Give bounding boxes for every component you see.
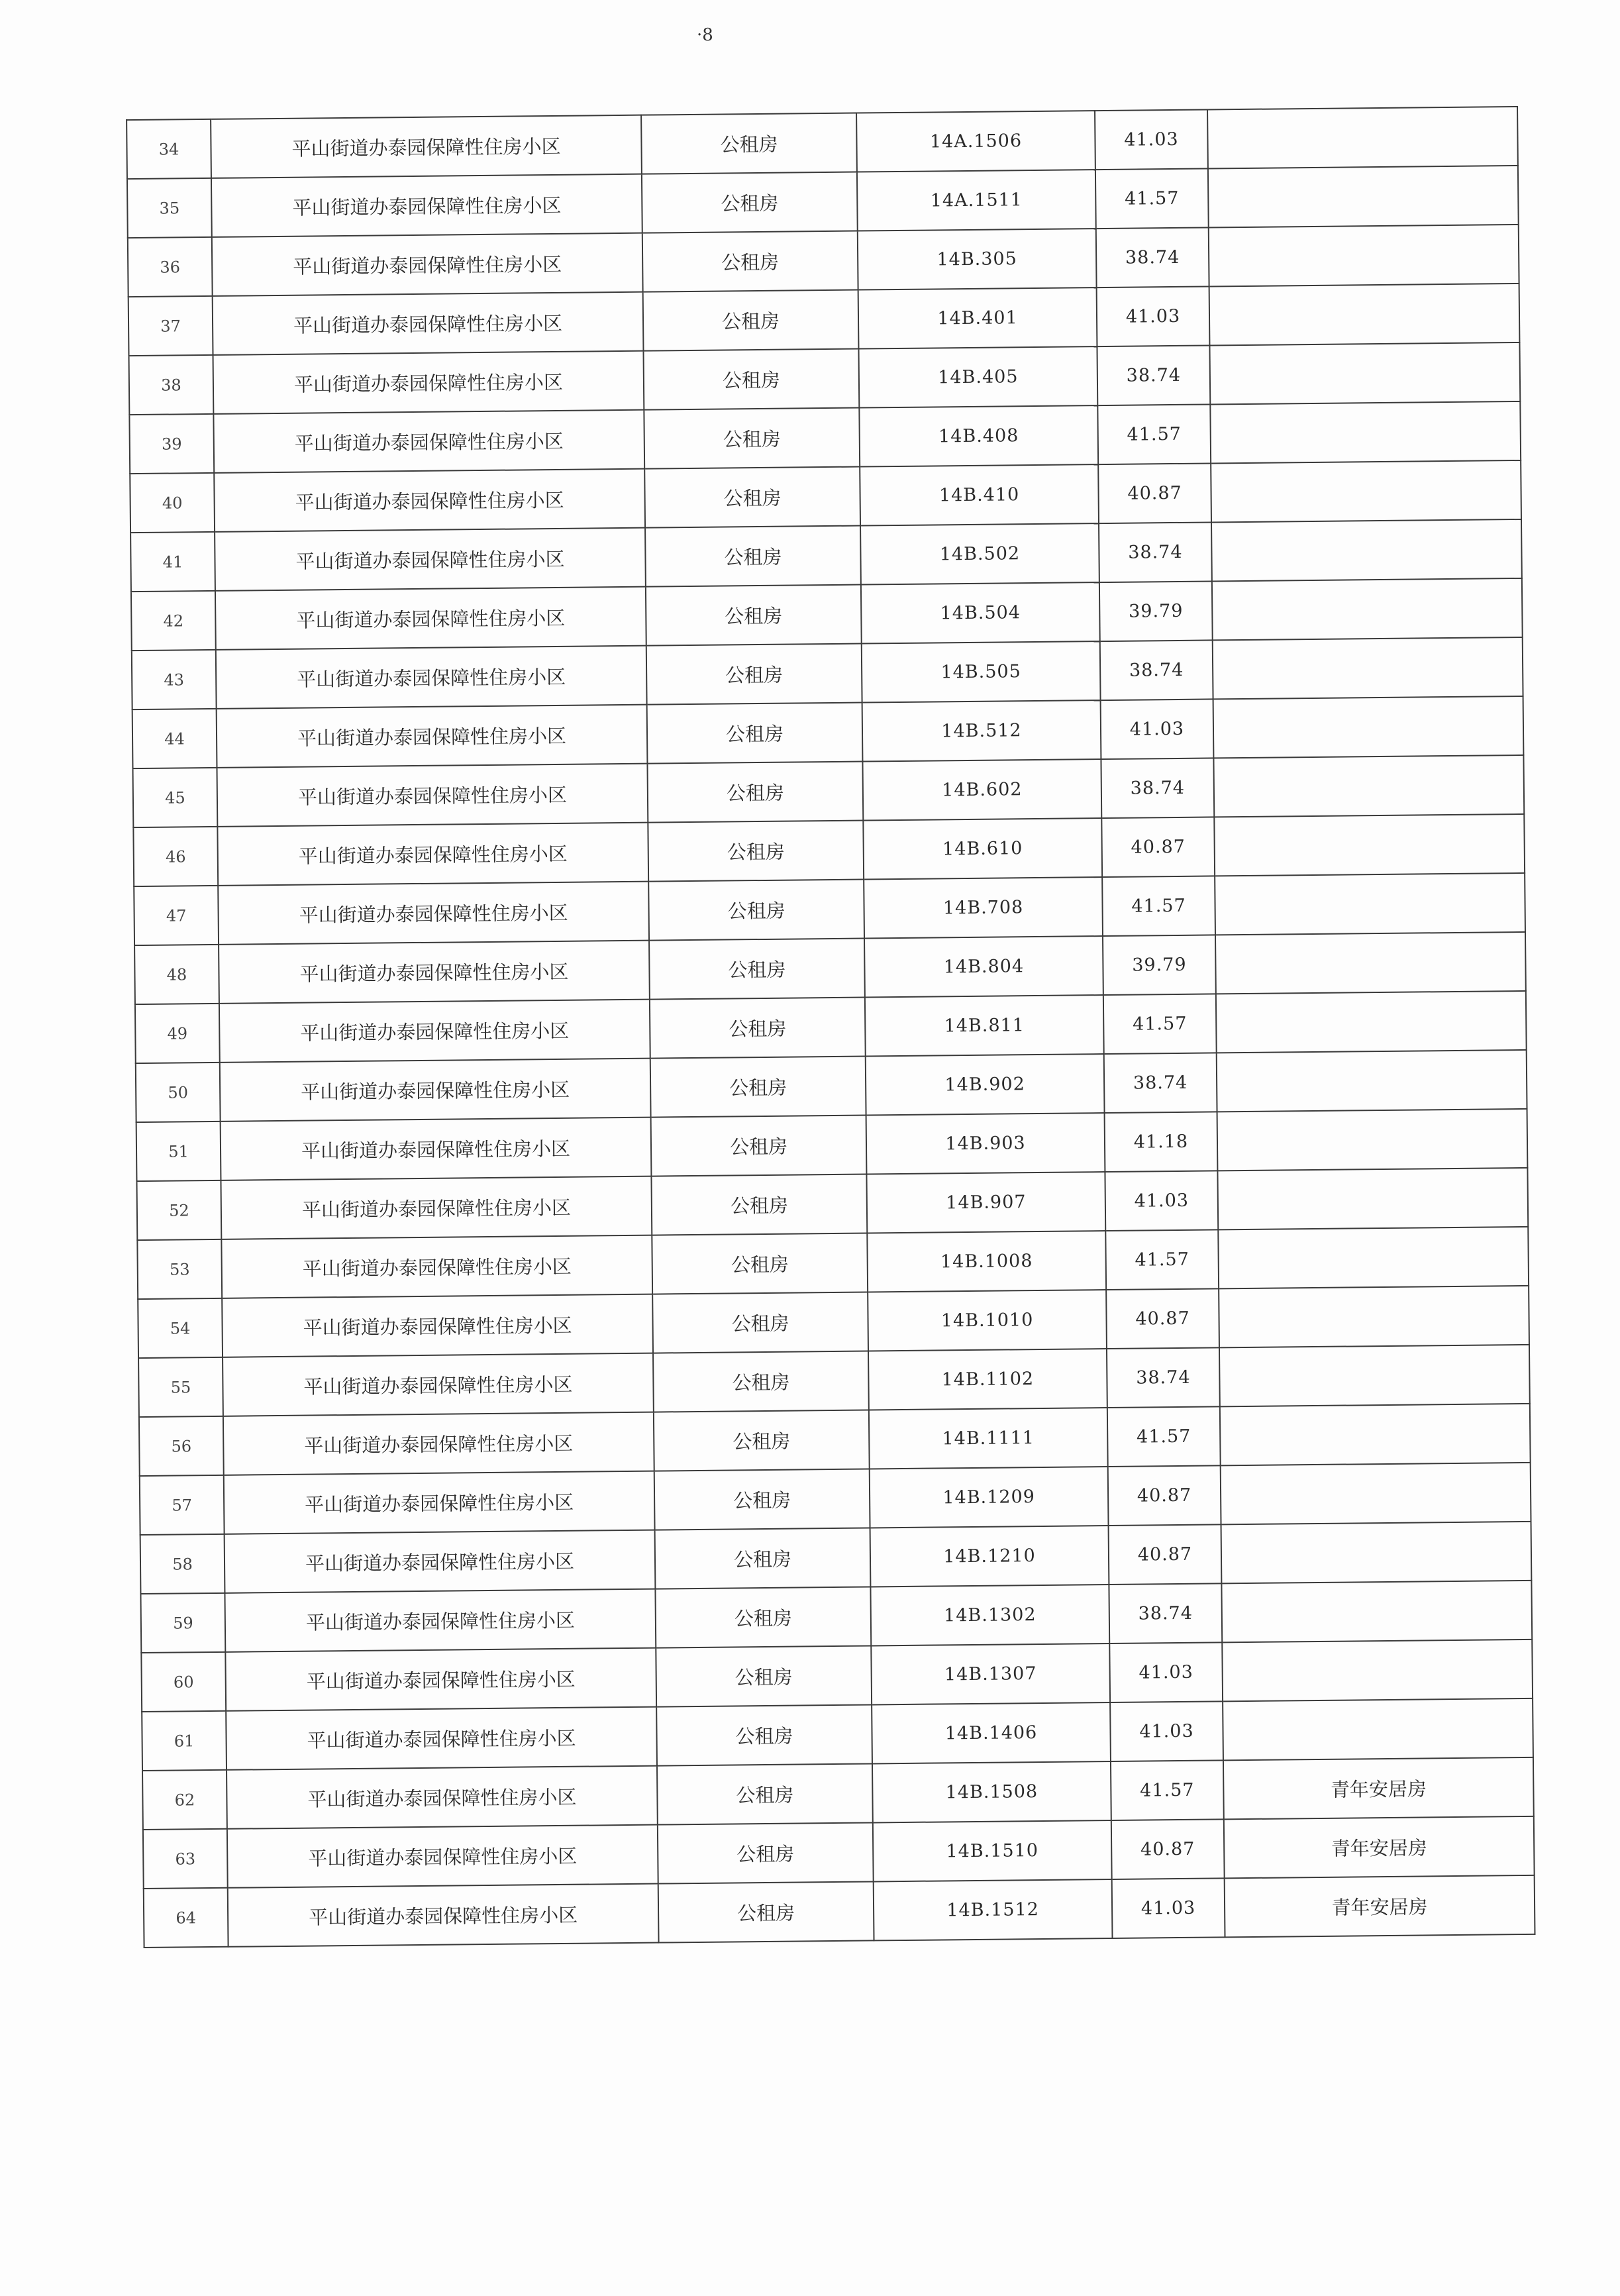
row-number-cell: 56 — [139, 1416, 224, 1476]
floor-area-cell: 41.57 — [1102, 876, 1215, 936]
remark-cell — [1216, 991, 1527, 1053]
community-name-cell: 平山街道办泰园保障性住房小区 — [211, 174, 642, 237]
floor-area-cell: 41.57 — [1105, 1229, 1219, 1290]
unit-number-cell: 14B.610 — [863, 818, 1102, 879]
housing-type-cell: 公租房 — [650, 1057, 866, 1118]
floor-area-cell: 41.03 — [1101, 699, 1214, 759]
unit-number-cell: 14B.811 — [865, 995, 1104, 1056]
unit-number-cell: 14A.1506 — [856, 111, 1095, 172]
floor-area-cell: 41.03 — [1112, 1878, 1225, 1938]
remark-cell — [1210, 401, 1521, 463]
community-name-cell: 平山街道办泰园保障性住房小区 — [211, 115, 642, 178]
remark-cell — [1208, 166, 1519, 227]
community-name-cell: 平山街道办泰园保障性住房小区 — [215, 528, 646, 591]
floor-area-cell: 41.03 — [1109, 1642, 1223, 1702]
housing-type-cell: 公租房 — [657, 1763, 873, 1824]
floor-area-cell: 41.03 — [1097, 286, 1210, 346]
housing-type-cell: 公租房 — [650, 998, 866, 1059]
floor-area-cell: 41.57 — [1097, 404, 1211, 464]
unit-number-cell: 14B.1210 — [870, 1526, 1109, 1587]
remark-cell — [1220, 1404, 1531, 1465]
remark-cell — [1221, 1581, 1532, 1642]
row-number-cell: 47 — [134, 886, 219, 945]
unit-number-cell: 14B.602 — [862, 759, 1101, 820]
remark-cell: 青年安居房 — [1225, 1875, 1535, 1937]
floor-area-cell: 39.79 — [1103, 935, 1216, 995]
floor-area-cell: 40.87 — [1101, 817, 1215, 877]
floor-area-cell: 40.87 — [1109, 1524, 1222, 1585]
community-name-cell: 平山街道办泰园保障性住房小区 — [221, 1235, 652, 1298]
housing-type-cell: 公租房 — [646, 644, 862, 705]
unit-number-cell: 14A.1511 — [857, 170, 1096, 231]
floor-area-cell: 40.87 — [1111, 1819, 1225, 1879]
row-number-cell: 64 — [144, 1888, 228, 1948]
community-name-cell: 平山街道办泰园保障性住房小区 — [217, 705, 648, 768]
housing-type-cell: 公租房 — [649, 939, 865, 1000]
row-number-cell: 54 — [138, 1298, 223, 1358]
remark-cell — [1213, 637, 1523, 699]
housing-type-cell: 公租房 — [644, 467, 860, 528]
floor-area-cell: 41.57 — [1107, 1406, 1221, 1467]
housing-type-cell: 公租房 — [651, 1116, 867, 1176]
row-number-cell: 36 — [128, 237, 213, 297]
unit-number-cell: 14B.505 — [862, 641, 1101, 702]
unit-number-cell: 14B.804 — [864, 936, 1103, 997]
remark-cell — [1222, 1640, 1533, 1701]
community-name-cell: 平山街道办泰园保障性住房小区 — [213, 351, 644, 414]
unit-number-cell: 14B.1307 — [871, 1644, 1110, 1704]
floor-area-cell: 41.57 — [1111, 1760, 1224, 1820]
community-name-cell: 平山街道办泰园保障性住房小区 — [225, 1589, 656, 1652]
housing-table-body — [127, 107, 1535, 1948]
floor-area-cell: 40.87 — [1106, 1288, 1219, 1349]
community-name-cell: 平山街道办泰园保障性住房小区 — [218, 882, 649, 945]
community-name-cell: 平山街道办泰园保障性住房小区 — [228, 1884, 659, 1947]
row-number-cell: 57 — [140, 1475, 225, 1535]
floor-area-cell: 38.74 — [1109, 1583, 1222, 1644]
remark-cell — [1209, 225, 1519, 286]
community-name-cell: 平山街道办泰园保障性住房小区 — [213, 292, 644, 355]
floor-area-cell: 38.74 — [1099, 522, 1212, 582]
remark-cell — [1209, 342, 1520, 404]
housing-type-cell: 公租房 — [641, 113, 857, 174]
row-number-cell: 51 — [136, 1122, 221, 1181]
community-name-cell: 平山街道办泰园保障性住房小区 — [223, 1412, 654, 1475]
floor-area-cell: 41.03 — [1095, 109, 1208, 170]
unit-number-cell: 14B.512 — [862, 700, 1101, 761]
row-number-cell: 43 — [132, 650, 217, 709]
remark-cell — [1207, 107, 1518, 168]
housing-type-cell: 公租房 — [651, 1174, 867, 1235]
unit-number-cell: 14B.410 — [860, 464, 1099, 525]
community-name-cell: 平山街道办泰园保障性住房小区 — [227, 1766, 658, 1829]
unit-number-cell: 14B.502 — [860, 523, 1099, 584]
floor-area-cell: 41.03 — [1110, 1701, 1223, 1761]
housing-type-cell: 公租房 — [655, 1528, 871, 1589]
housing-type-cell: 公租房 — [652, 1292, 868, 1353]
row-number-cell: 53 — [137, 1239, 222, 1299]
unit-number-cell: 14B.1510 — [873, 1820, 1112, 1881]
floor-area-cell: 38.74 — [1101, 758, 1214, 818]
floor-area-cell: 38.74 — [1104, 1053, 1217, 1113]
housing-type-cell: 公租房 — [656, 1704, 872, 1765]
housing-type-cell: 公租房 — [648, 821, 864, 882]
housing-type-cell: 公租房 — [658, 1881, 874, 1942]
housing-table — [126, 106, 1535, 1948]
floor-area-cell: 40.87 — [1108, 1465, 1221, 1526]
row-number-cell: 58 — [140, 1534, 225, 1594]
floor-area-cell: 38.74 — [1097, 345, 1210, 405]
community-name-cell: 平山街道办泰园保障性住房小区 — [224, 1471, 655, 1534]
remark-cell — [1211, 519, 1522, 581]
row-number-cell: 40 — [130, 473, 215, 533]
remark-cell — [1217, 1168, 1528, 1229]
row-number-cell: 48 — [134, 945, 219, 1004]
housing-type-cell: 公租房 — [652, 1233, 868, 1294]
community-name-cell: 平山街道办泰园保障性住房小区 — [225, 1530, 656, 1593]
unit-number-cell: 14B.1508 — [872, 1761, 1111, 1822]
floor-area-cell: 41.57 — [1103, 994, 1217, 1054]
unit-number-cell: 14B.903 — [866, 1113, 1105, 1174]
housing-type-cell: 公租房 — [645, 526, 861, 587]
row-number-cell: 35 — [127, 178, 212, 238]
community-name-cell: 平山街道办泰园保障性住房小区 — [217, 823, 648, 886]
community-name-cell: 平山街道办泰园保障性住房小区 — [220, 1059, 651, 1122]
unit-number-cell: 14B.408 — [859, 405, 1098, 466]
remark-cell — [1223, 1698, 1533, 1760]
remark-cell — [1214, 814, 1525, 876]
remark-cell — [1213, 696, 1524, 758]
floor-area-cell: 40.87 — [1098, 463, 1211, 523]
community-name-cell: 平山街道办泰园保障性住房小区 — [212, 233, 643, 296]
remark-cell — [1212, 578, 1523, 640]
row-number-cell: 39 — [129, 414, 214, 474]
community-name-cell: 平山街道办泰园保障性住房小区 — [226, 1707, 657, 1770]
housing-type-cell: 公租房 — [654, 1410, 870, 1471]
remark-cell: 青年安居房 — [1223, 1757, 1534, 1819]
unit-number-cell: 14B.1512 — [874, 1879, 1113, 1940]
community-name-cell: 平山街道办泰园保障性住房小区 — [222, 1294, 653, 1357]
unit-number-cell: 14B.1111 — [869, 1408, 1108, 1469]
community-name-cell: 平山街道办泰园保障性住房小区 — [217, 764, 648, 827]
community-name-cell: 平山街道办泰园保障性住房小区 — [221, 1176, 652, 1239]
row-number-cell: 38 — [129, 355, 214, 415]
remark-cell — [1209, 284, 1520, 345]
row-number-cell: 61 — [142, 1711, 227, 1771]
row-number-cell: 45 — [133, 768, 218, 827]
remark-cell: 青年安居房 — [1224, 1816, 1535, 1878]
row-number-cell: 62 — [142, 1770, 227, 1830]
housing-type-cell: 公租房 — [647, 762, 863, 823]
remark-cell — [1219, 1286, 1529, 1347]
housing-type-cell: 公租房 — [655, 1587, 871, 1647]
unit-number-cell: 14B.1010 — [868, 1290, 1107, 1351]
remark-cell — [1218, 1227, 1529, 1288]
floor-area-cell: 41.18 — [1105, 1112, 1218, 1172]
housing-type-cell: 公租房 — [643, 290, 859, 351]
housing-type-cell: 公租房 — [642, 231, 858, 292]
community-name-cell: 平山街道办泰园保障性住房小区 — [215, 587, 646, 650]
row-number-cell: 46 — [133, 827, 218, 886]
row-number-cell: 63 — [143, 1829, 228, 1889]
row-number-cell: 52 — [136, 1180, 221, 1240]
floor-area-cell: 38.74 — [1096, 227, 1209, 287]
housing-type-cell: 公租房 — [646, 585, 862, 646]
row-number-cell: 42 — [131, 591, 216, 651]
housing-type-cell: 公租房 — [658, 1822, 874, 1883]
remark-cell — [1221, 1522, 1532, 1583]
floor-area-cell: 41.57 — [1095, 168, 1209, 229]
unit-number-cell: 14B.1008 — [867, 1231, 1106, 1292]
floor-area-cell: 41.03 — [1105, 1171, 1218, 1231]
row-number-cell: 44 — [132, 709, 217, 768]
housing-list-sheet — [126, 106, 1534, 1948]
remark-cell — [1211, 460, 1521, 522]
remark-cell — [1213, 755, 1524, 817]
community-name-cell: 平山街道办泰园保障性住房小区 — [227, 1825, 658, 1888]
unit-number-cell: 14B.1406 — [872, 1702, 1111, 1763]
unit-number-cell: 14B.1302 — [870, 1585, 1109, 1645]
remark-cell — [1221, 1463, 1531, 1524]
housing-type-cell: 公租房 — [653, 1351, 869, 1412]
housing-type-cell: 公租房 — [642, 172, 858, 233]
community-name-cell: 平山街道办泰园保障性住房小区 — [219, 1000, 650, 1063]
unit-number-cell: 14B.902 — [866, 1054, 1105, 1115]
remark-cell — [1219, 1345, 1530, 1406]
unit-number-cell: 14B.708 — [864, 877, 1103, 938]
remark-cell — [1215, 873, 1525, 935]
unit-number-cell: 14B.305 — [858, 229, 1097, 289]
row-number-cell: 59 — [140, 1593, 225, 1653]
housing-type-cell: 公租房 — [644, 408, 860, 469]
page-mark: ·8 — [697, 25, 713, 45]
unit-number-cell: 14B.405 — [858, 346, 1097, 407]
remark-cell — [1215, 932, 1526, 994]
floor-area-cell: 39.79 — [1099, 581, 1213, 641]
community-name-cell: 平山街道办泰园保障性住房小区 — [214, 469, 645, 532]
remark-cell — [1217, 1109, 1528, 1171]
community-name-cell: 平山街道办泰园保障性住房小区 — [221, 1118, 652, 1180]
housing-type-cell: 公租房 — [654, 1469, 870, 1530]
housing-type-cell: 公租房 — [656, 1645, 872, 1706]
unit-number-cell: 14B.504 — [861, 582, 1100, 643]
housing-type-cell: 公租房 — [643, 349, 859, 410]
remark-cell — [1217, 1050, 1527, 1112]
floor-area-cell: 38.74 — [1100, 640, 1213, 700]
row-number-cell: 60 — [141, 1652, 226, 1712]
unit-number-cell: 14B.1102 — [868, 1349, 1107, 1410]
row-number-cell: 55 — [138, 1357, 223, 1417]
row-number-cell: 49 — [135, 1004, 220, 1063]
housing-type-cell: 公租房 — [647, 703, 863, 764]
community-name-cell: 平山街道办泰园保障性住房小区 — [216, 646, 647, 709]
row-number-cell: 37 — [128, 296, 213, 356]
row-number-cell: 41 — [130, 532, 215, 592]
unit-number-cell: 14B.401 — [858, 287, 1097, 348]
community-name-cell: 平山街道办泰园保障性住房小区 — [223, 1353, 654, 1416]
unit-number-cell: 14B.1209 — [870, 1467, 1109, 1528]
row-number-cell: 34 — [127, 119, 211, 179]
community-name-cell: 平山街道办泰园保障性住房小区 — [219, 941, 650, 1004]
floor-area-cell: 38.74 — [1107, 1347, 1220, 1408]
community-name-cell: 平山街道办泰园保障性住房小区 — [225, 1648, 656, 1711]
housing-type-cell: 公租房 — [648, 880, 864, 941]
row-number-cell: 50 — [136, 1063, 221, 1122]
community-name-cell: 平山街道办泰园保障性住房小区 — [213, 410, 644, 473]
table-row — [144, 1875, 1535, 1948]
unit-number-cell: 14B.907 — [866, 1172, 1105, 1233]
